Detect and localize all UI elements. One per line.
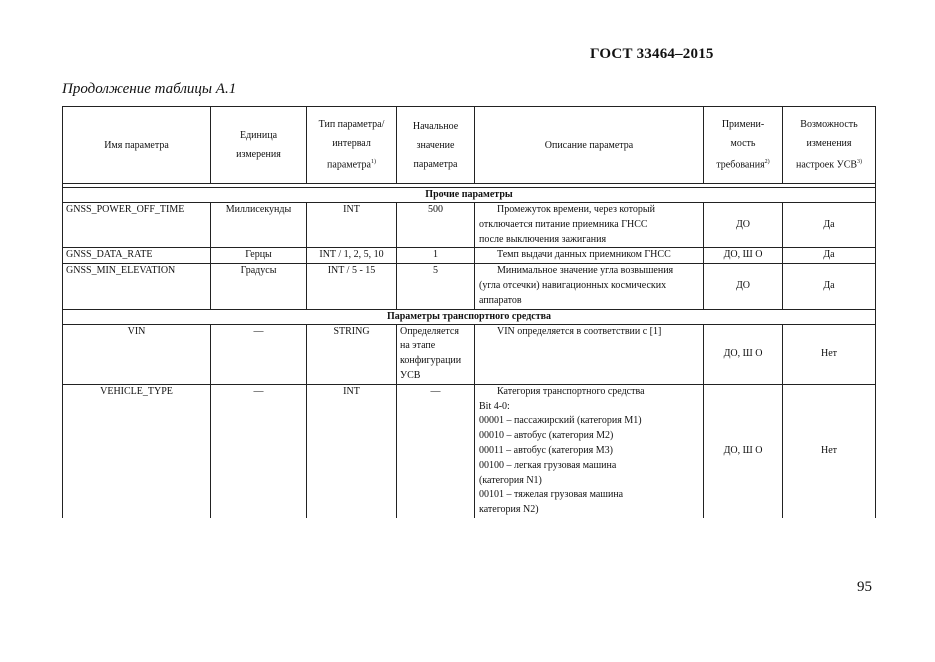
param-applicability: ДО, Ш О [704, 248, 783, 264]
header-description: Описание параметра [475, 107, 704, 184]
param-changeable: Да [783, 248, 876, 264]
param-changeable: Да [783, 203, 876, 248]
page-number: 95 [857, 579, 872, 595]
param-type: INT [307, 203, 397, 248]
parameters-table [62, 106, 876, 518]
param-description: VIN определяется в соответствии с [1] [475, 324, 704, 384]
param-description: Категория транспортного средства Bit 4-0: 00001 – пассажирский (категория М1) 00010 – автобус (категория М2) 00011 – автобус (категория М3) 00100 – легкая грузовая машина (категория N1) 00101 – тяжелая грузовая машина категория N2) [475, 384, 704, 518]
standard-designation: ГОСТ 33464–2015 [590, 46, 714, 62]
param-type: INT [307, 384, 397, 518]
param-initial: 5 [397, 264, 475, 309]
param-name: GNSS_MIN_ELEVATION [63, 264, 211, 309]
table-continuation-caption: Продолжение таблицы А.1 [62, 81, 237, 97]
header-type: Тип параметра/ интервал параметра$^{1)}$ [307, 107, 397, 184]
param-name: VEHICLE_TYPE [63, 384, 211, 518]
param-description: Минимальное значение угла возвышения (угла отсечки) навигационных космических аппаратов [475, 264, 704, 309]
param-applicability: ДО [704, 264, 783, 309]
param-unit: — [211, 384, 307, 518]
table-row [63, 324, 876, 384]
param-initial: — [397, 384, 475, 518]
param-initial: 500 [397, 203, 475, 248]
table-row [63, 248, 876, 264]
param-applicability: ДО [704, 203, 783, 248]
param-changeable: Нет [783, 324, 876, 384]
param-name: GNSS_DATA_RATE [63, 248, 211, 264]
param-type: INT / 5 - 15 [307, 264, 397, 309]
table-header-row [63, 107, 876, 184]
header-applicability: Примени- мость требования$^{2)}$ [704, 107, 783, 184]
param-unit: Миллисекунды [211, 203, 307, 248]
param-initial: Определяется на этапе конфигурации УСВ [397, 324, 475, 384]
param-applicability: ДО, Ш О [704, 384, 783, 518]
param-unit: — [211, 324, 307, 384]
param-unit: Герцы [211, 248, 307, 264]
param-description: Темп выдачи данных приемником ГНСС [475, 248, 704, 264]
param-changeable: Нет [783, 384, 876, 518]
param-type: STRING [307, 324, 397, 384]
header-changeable: Возможность изменения настроек УСВ$^{3)}$ [783, 107, 876, 184]
param-description: Промежуток времени, через который отключается питание приемника ГНСС после выключения зажигания [475, 203, 704, 248]
param-changeable: Да [783, 264, 876, 309]
table-row [63, 384, 876, 518]
section-title: Параметры транспортного средства [63, 309, 876, 324]
param-name: GNSS_POWER_OFF_TIME [63, 203, 211, 248]
param-name: VIN [63, 324, 211, 384]
section-title-row [63, 188, 876, 203]
param-type: INT / 1, 2, 5, 10 [307, 248, 397, 264]
param-unit: Градусы [211, 264, 307, 309]
param-applicability: ДО, Ш О [704, 324, 783, 384]
table-row [63, 264, 876, 309]
section-title: Прочие параметры [63, 188, 876, 203]
param-initial: 1 [397, 248, 475, 264]
header-param-name: Имя параметра [63, 107, 211, 184]
table-row [63, 203, 876, 248]
header-unit: Единица измерения [211, 107, 307, 184]
header-initial: Начальное значение параметра [397, 107, 475, 184]
section-title-row [63, 309, 876, 324]
